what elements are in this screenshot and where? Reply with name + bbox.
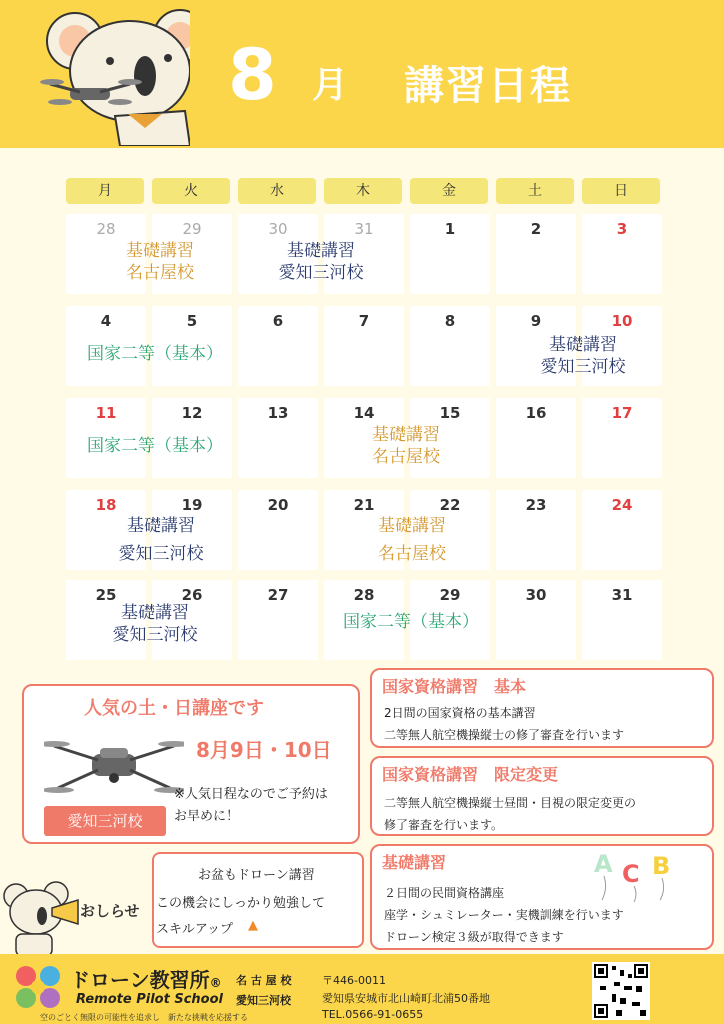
event-kokka-w3: 国家二等（基本） [87, 436, 223, 456]
day-number: 21 [353, 496, 375, 514]
day-number: 15 [439, 404, 461, 422]
calendar-cell-w5-sun [582, 580, 662, 660]
day-number: 25 [95, 586, 117, 604]
day-number: 8 [444, 312, 456, 330]
day-number: 30 [268, 220, 288, 238]
day-number: 19 [181, 496, 203, 514]
notice-line: お盆もドローン講習 [198, 868, 315, 883]
course-title: 基礎講習 [382, 853, 447, 872]
weekday-tue: 火 [152, 178, 230, 204]
promo-badge: 愛知三河校 [44, 806, 166, 836]
day-number: 27 [267, 586, 289, 604]
course-title: 国家資格講習 基本 [382, 677, 527, 696]
day-number: 17 [611, 404, 633, 422]
title-month-number: 8 [228, 34, 277, 116]
notice-line: スキルアップ [156, 922, 233, 937]
course-title: 国家資格講習 限定変更 [382, 765, 559, 784]
day-number: 31 [611, 586, 633, 604]
calendar-cell-w3-wed [238, 398, 318, 478]
calendar-cell-w4-sat [496, 490, 576, 570]
day-number: 10 [611, 312, 633, 330]
calendar-cell-w2-thu [324, 306, 404, 386]
day-number: 26 [181, 586, 203, 604]
calendar-cell-w3-sat [496, 398, 576, 478]
school-tagline: 空のごとく無限の可能性を追求し 新たな挑戦を応援する [40, 1013, 248, 1022]
event-kiso-nagoya-w4: 基礎講習 名古屋校 [378, 516, 446, 564]
course-desc: 二等無人航空機操縦士の修了審査を行います [384, 728, 625, 742]
day-number: 18 [95, 496, 117, 514]
day-number: 3 [616, 220, 628, 238]
page-title: 講習日程 [404, 63, 572, 109]
drone-icon [44, 732, 184, 802]
day-number: 23 [525, 496, 547, 514]
day-number: 16 [525, 404, 547, 422]
calendar-cell-w2-fri [410, 306, 490, 386]
weekday-thu: 木 [324, 178, 402, 204]
header-banner [0, 0, 724, 148]
event-kiso-nagoya-w3: 基礎講習 名古屋校 [372, 425, 440, 467]
day-number: 20 [267, 496, 289, 514]
day-number: 29 [182, 220, 202, 238]
telephone[interactable]: TEL.0566-91-0655 [322, 1008, 424, 1021]
day-number: 5 [186, 312, 198, 330]
weekday-sun: 日 [582, 178, 660, 204]
svg-text:C: C [622, 860, 640, 888]
day-number: 2 [530, 220, 542, 238]
course-box-kokka-kihon [370, 668, 714, 748]
weekday-wed: 水 [238, 178, 316, 204]
branch-nagoya: 名 古 屋 校 [236, 974, 292, 987]
calendar-cell-w3-sun [582, 398, 662, 478]
day-number: 22 [439, 496, 461, 514]
promo-box [22, 684, 360, 844]
calendar-cell-w1-fri [410, 214, 490, 294]
course-desc: 座学・シュミレーター・実機訓練を行います [384, 908, 624, 922]
flame-icon: ▲ [248, 918, 258, 933]
weekday-sat: 土 [496, 178, 574, 204]
event-kiso-mikawa-w5: 基礎講習 愛知三河校 [112, 603, 198, 645]
balloon-letters-icon [590, 846, 690, 902]
course-desc: 修了審査を行います。 [384, 818, 504, 832]
calendar-cell-w1-sat [496, 214, 576, 294]
day-number: 28 [353, 586, 375, 604]
course-desc: 2日間の国家資格の基本講習 [384, 706, 536, 720]
svg-text:A: A [594, 850, 613, 878]
day-number: 7 [358, 312, 370, 330]
footer [0, 954, 724, 1024]
day-number: 4 [100, 312, 112, 330]
day-number: 9 [530, 312, 542, 330]
calendar-cell-w5-wed [238, 580, 318, 660]
school-logo-icon [10, 962, 66, 1012]
day-number: 29 [439, 586, 461, 604]
koala-drone-illustration [40, 6, 190, 146]
title-month-label: 月 [312, 65, 349, 106]
school-name: ドローン教習所® [70, 968, 222, 992]
calendar-cell-w4-sun [582, 490, 662, 570]
event-kokka-w5: 国家二等（基本） [343, 612, 479, 632]
branch-mikawa: 愛知三河校 [236, 994, 291, 1007]
course-box-kiso [370, 844, 714, 950]
event-kiso-mikawa-w1: 基礎講習 愛知三河校 [278, 241, 364, 283]
day-number: 12 [181, 404, 203, 422]
promo-title: 人気の土・日講座です [84, 698, 264, 719]
day-number: 28 [96, 220, 116, 238]
promo-note: ※人気日程なのでご予約は お早めに！ [174, 787, 328, 824]
day-number: 13 [267, 404, 289, 422]
course-desc: ２日間の民間資格講座 [384, 886, 505, 900]
postal-code: 〒446-0011 [322, 974, 386, 987]
notice-line: この機会にしっかり勉強して [156, 896, 326, 911]
weekday-fri: 金 [410, 178, 488, 204]
day-number: 24 [611, 496, 633, 514]
event-kiso-nagoya-w1: 基礎講習 名古屋校 [126, 241, 194, 283]
day-number: 11 [95, 404, 117, 422]
course-desc: 二等無人航空機操縦士昼間・目視の限定変更の [384, 796, 637, 810]
notice-box [152, 852, 364, 948]
promo-date: 8月9日・10日 [196, 738, 332, 762]
address: 愛知県安城市北山崎町北浦50番地 [322, 992, 490, 1005]
svg-text:B: B [652, 852, 671, 880]
qr-code-icon[interactable] [592, 962, 650, 1020]
calendar-cell-w2-wed [238, 306, 318, 386]
day-number: 30 [525, 586, 547, 604]
day-number: 6 [272, 312, 284, 330]
course-box-kokka-gentei [370, 756, 714, 836]
event-kokka-w2: 国家二等（基本） [87, 344, 223, 364]
calendar-cell-w4-wed [238, 490, 318, 570]
calendar-cell-w5-sat [496, 580, 576, 660]
day-number: 31 [354, 220, 374, 238]
school-name-en: Remote Pilot School [76, 992, 223, 1007]
day-number: 1 [444, 220, 456, 238]
event-kiso-mikawa-w2: 基礎講習 愛知三河校 [540, 335, 626, 377]
koala-megaphone-illustration [2, 878, 82, 956]
course-desc: ドローン検定３級が取得できます [384, 930, 564, 944]
day-number: 14 [353, 404, 375, 422]
event-kiso-mikawa-w4: 基礎講習 愛知三河校 [118, 516, 204, 564]
notice-label: おしらせ [80, 902, 140, 920]
weekday-mon: 月 [66, 178, 144, 204]
calendar-cell-w1-sun [582, 214, 662, 294]
